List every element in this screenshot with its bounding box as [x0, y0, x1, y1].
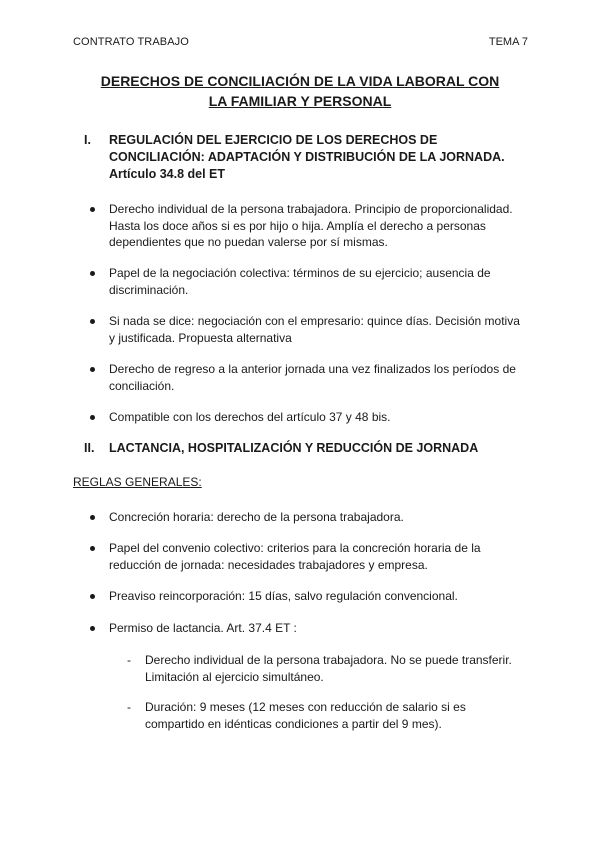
section-2-number: II. [84, 441, 95, 455]
bullet-dot-icon [90, 626, 95, 631]
general-rules-subheading: REGLAS GENERALES: [73, 475, 202, 489]
section-1-heading-line-1: REGULACIÓN DEL EJERCICIO DE LOS DERECHOS DE [109, 133, 438, 147]
bullet-text: Concreción horaria: derecho de la persona trabajadora. [109, 510, 404, 524]
document-title [70, 71, 530, 111]
dash-marker: - [127, 700, 131, 714]
section-1-number: I. [84, 133, 91, 147]
bullet-dot-icon [90, 271, 95, 276]
bullet-text: Permiso de lactancia. Art. 37.4 ET : [109, 621, 297, 635]
bullet-text: Derecho de regreso a la anterior jornada una vez finalizados los períodos de conciliación. [109, 362, 516, 393]
header-course-name: CONTRATO TRABAJO [73, 36, 189, 48]
bullet-dot-icon [90, 546, 95, 551]
bullet-dot-icon [90, 515, 95, 520]
subitem-text: Duración: 9 meses (12 meses con reducción de salario si es compartido en idénticas condiciones a partir del 9 mes). [145, 700, 466, 731]
dash-marker: - [127, 653, 131, 667]
section-1-heading-line-2: CONCILIACIÓN: ADAPTACIÓN Y DISTRIBUCIÓN DE LA JORNADA. [109, 150, 505, 164]
bullet-text: Derecho individual de la persona trabajadora. Principio de proporcionalidad. Hasta los doce años si es por hijo o hija. Amplía el derecho a personas dependientes que no puedan valerse por sí mismas. [109, 202, 513, 249]
bullet-text: Si nada se dice: negociación con el empresario: quince días. Decisión motiva y justificada. Propuesta alternativa [109, 314, 520, 345]
bullet-text: Papel de la negociación colectiva: términos de su ejercicio; ausencia de discriminación. [109, 266, 491, 297]
bullet-text: Papel del convenio colectivo: criterios para la concreción horaria de la reducción de jornada: necesidades trabajadores y empresa. [109, 541, 481, 572]
subitem-text: Derecho individual de la persona trabajadora. No se puede transferir. Limitación al ejercicio simultáneo. [145, 653, 512, 684]
bullet-text: Compatible con los derechos del artículo 37 y 48 bis. [109, 410, 391, 424]
document-title-line-2: LA FAMILIAR Y PERSONAL [208, 93, 392, 109]
header-topic-number: TEMA 7 [488, 36, 528, 48]
bullet-dot-icon [90, 367, 95, 372]
bullet-dot-icon [90, 319, 95, 324]
bullet-text: Preaviso reincorporación: 15 días, salvo regulación convencional. [109, 589, 458, 603]
bullet-dot-icon [90, 207, 95, 212]
section-1-heading-line-3: Artículo 34.8 del ET [109, 167, 226, 181]
bullet-dot-icon [90, 415, 95, 420]
bullet-dot-icon [90, 594, 95, 599]
section-2-heading-text: LACTANCIA, HOSPITALIZACIÓN Y REDUCCIÓN DE JORNADA [109, 441, 479, 455]
section-1-heading-text [109, 132, 529, 183]
document-title-line-1: DERECHOS DE CONCILIACIÓN DE LA VIDA LABORAL CON [100, 73, 500, 89]
